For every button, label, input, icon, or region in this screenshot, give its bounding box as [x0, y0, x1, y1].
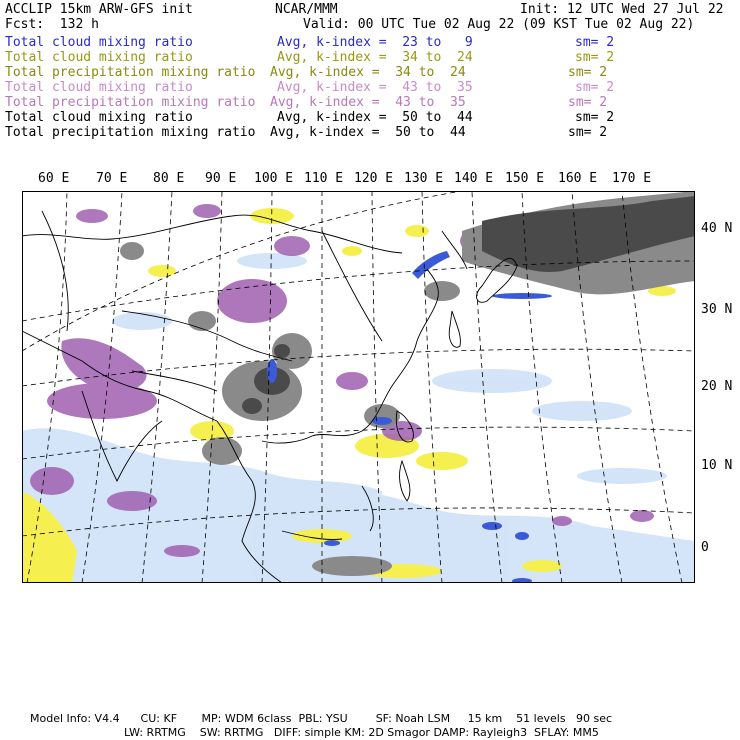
legend-field: Total cloud mixing ratio — [5, 110, 193, 125]
legend-field: Total cloud mixing ratio — [5, 50, 193, 65]
legend-field: Total cloud mixing ratio — [5, 80, 193, 95]
map-title: ACCLIP 15km ARW-GFS init — [5, 2, 193, 17]
forecast-map — [22, 191, 695, 583]
lon-label: 110 E — [304, 171, 344, 186]
legend-desc: Avg, k-index = 34 to 24 — [270, 65, 466, 80]
valid-time: Valid: 00 UTC Tue 02 Aug 22 (09 KST Tue 02 Aug 22) — [303, 17, 695, 32]
lat-label: 20 N — [701, 379, 733, 394]
lat-label: 0 — [701, 540, 709, 555]
legend-sm: sm= 2 — [568, 65, 608, 80]
center-label: NCAR/MMM — [275, 2, 338, 17]
lon-label: 70 E — [96, 171, 128, 186]
physics-info-line: LW: RRTMG SW: RRTMG DIFF: simple KM: 2D Smagor DAMP: Rayleigh3 SFLAY: MM5 — [124, 726, 599, 739]
legend-sm: sm= 2 — [575, 35, 615, 50]
lon-label: 130 E — [404, 171, 444, 186]
legend-sm: sm= 2 — [568, 125, 608, 140]
legend-desc: Avg, k-index = 43 to 35 — [277, 80, 473, 95]
lon-label: 100 E — [254, 171, 294, 186]
lon-label: 60 E — [38, 171, 70, 186]
legend-desc: Avg, k-index = 43 to 35 — [270, 95, 466, 110]
legend-field: Total precipitation mixing ratio — [5, 95, 256, 110]
init-time: Init: 12 UTC Wed 27 Jul 22 — [520, 2, 724, 17]
lon-label: 150 E — [505, 171, 545, 186]
legend-desc: Avg, k-index = 50 to 44 — [277, 110, 473, 125]
legend-field: Total precipitation mixing ratio — [5, 65, 256, 80]
lon-label: 160 E — [558, 171, 598, 186]
lon-label: 170 E — [612, 171, 652, 186]
lon-label: 90 E — [205, 171, 237, 186]
legend-field: Total precipitation mixing ratio — [5, 125, 256, 140]
model-info-line: Model Info: V4.4 CU: KF MP: WDM 6class PBL: YSU SF: Noah LSM 15 km 51 levels 90 sec — [30, 712, 613, 725]
legend-sm: sm= 2 — [575, 110, 615, 125]
legend-desc: Avg, k-index = 50 to 44 — [270, 125, 466, 140]
legend-sm: sm= 2 — [568, 95, 608, 110]
legend-field: Total cloud mixing ratio — [5, 35, 193, 50]
lon-label: 140 E — [454, 171, 494, 186]
legend-desc: Avg, k-index = 34 to 24 — [277, 50, 473, 65]
legend-sm: sm= 2 — [575, 50, 615, 65]
legend-desc: Avg, k-index = 23 to 9 — [277, 35, 473, 50]
lat-label: 30 N — [701, 302, 733, 317]
lon-label: 120 E — [354, 171, 394, 186]
forecast-hour: Fcst: 132 h — [5, 17, 99, 32]
lat-label: 10 N — [701, 458, 733, 473]
legend-sm: sm= 2 — [575, 80, 615, 95]
lon-label: 80 E — [153, 171, 185, 186]
lat-label: 40 N — [701, 221, 733, 236]
